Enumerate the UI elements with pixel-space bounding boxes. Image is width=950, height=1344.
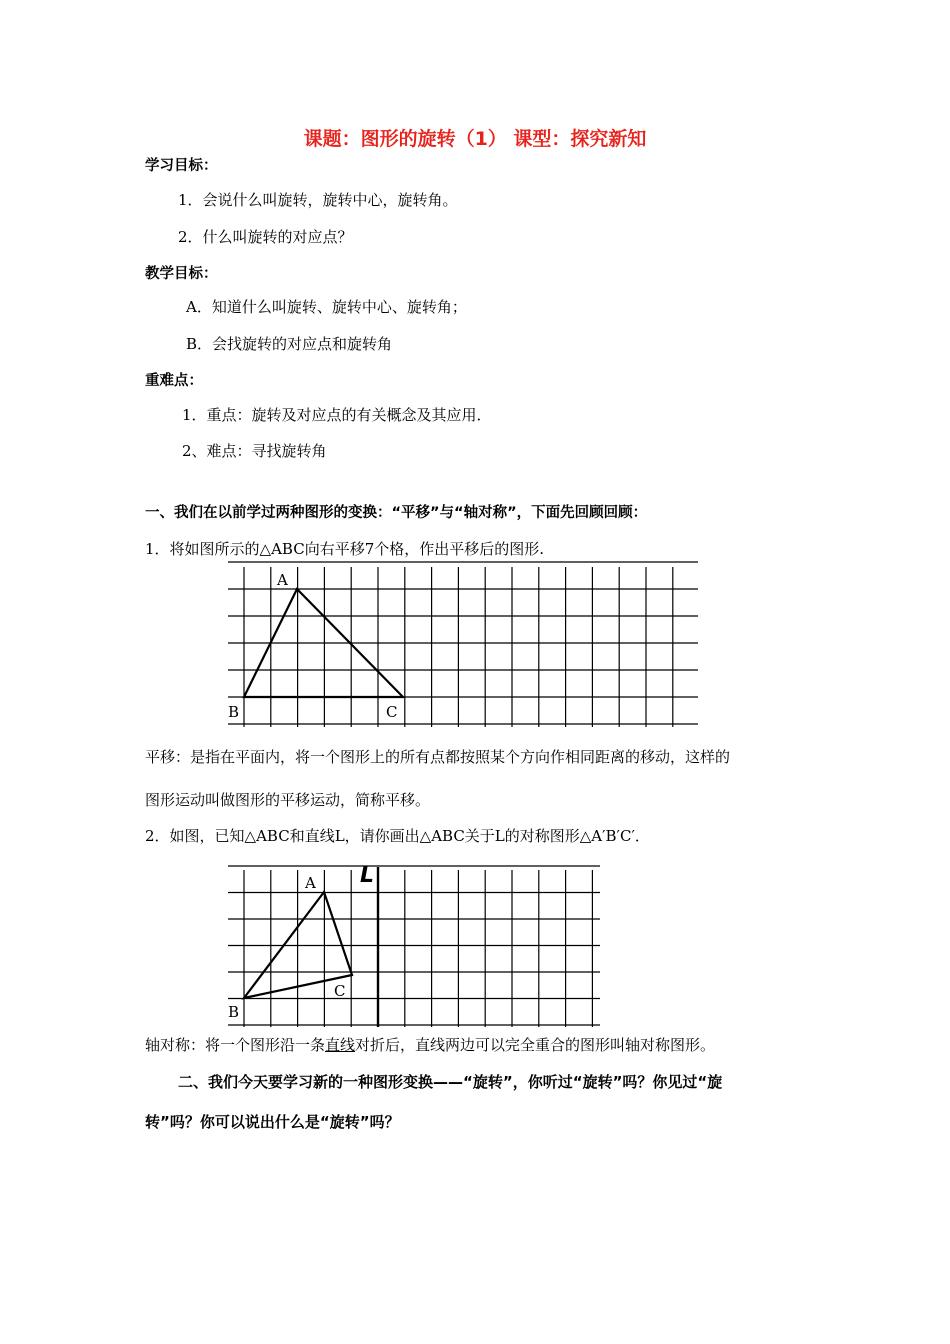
- figure-1-label-a: A: [277, 571, 288, 589]
- question-1: 1．将如图所示的△ABC向右平移7个格，作出平移后的图形.: [145, 540, 545, 558]
- symmetry-definition-part: 对折后，直线两边可以完全重合的图形叫轴对称图形。: [355, 1036, 716, 1054]
- figure-1-gridlines: [228, 562, 698, 727]
- section1-heading: 一、我们在以前学过两种图形的变换：“平移”与“轴对称”，下面先回顾回顾：: [145, 505, 648, 521]
- learning-goal-item: 1．会说什么叫旋转，旋转中心，旋转角。: [178, 191, 458, 209]
- figure-1-label-b: B: [228, 703, 240, 721]
- question-2: 2．如图，已知△ABC和直线L，请你画出△ABC关于L的对称图形△A′B′C′．: [145, 827, 650, 845]
- key-point-item: 2、难点：寻找旋转角: [182, 442, 327, 460]
- teaching-goal-item: B．会找旋转的对应点和旋转角: [186, 335, 393, 353]
- learning-goals-heading: 学习目标：: [145, 158, 218, 174]
- teaching-goal-item: A．知道什么叫旋转、旋转中心、旋转角；: [186, 298, 467, 316]
- translation-definition: 平移：是指在平面内，将一个图形上的所有点都按照某个方向作相同距离的移动，这样的: [145, 748, 731, 766]
- key-points-heading: 重难点：: [145, 373, 203, 389]
- figure-2-label-l: L: [360, 863, 375, 888]
- teaching-goals-heading: 教学目标：: [145, 266, 218, 282]
- symmetry-definition-part: 轴对称：将一个图形沿一条: [145, 1036, 326, 1054]
- figure-1-label-c: C: [386, 703, 398, 721]
- page-title: 课题：图形的旋转（1） 课型：探究新知: [303, 128, 647, 150]
- figure-2-label-c: C: [334, 982, 346, 1000]
- key-point-item: 1．重点：旋转及对应点的有关概念及其应用．: [182, 406, 492, 424]
- symmetry-definition: [145, 1034, 715, 1055]
- section2-text: 二、我们今天要学习新的一种图形变换——“旋转”，你听过“旋转”吗？你见过“旋: [178, 1073, 723, 1091]
- figure-2-label-b: B: [228, 1003, 240, 1021]
- learning-goal-item: 2．什么叫旋转的对应点？: [178, 228, 353, 246]
- figure-2-label-a: A: [305, 874, 316, 892]
- translation-definition-cont: 图形运动叫做图形的平移运动，简称平移。: [145, 791, 431, 809]
- section2-text-cont: 转”吗？你可以说出什么是“旋转”吗？: [145, 1113, 400, 1131]
- symmetry-definition-underlined: 直线: [325, 1036, 356, 1054]
